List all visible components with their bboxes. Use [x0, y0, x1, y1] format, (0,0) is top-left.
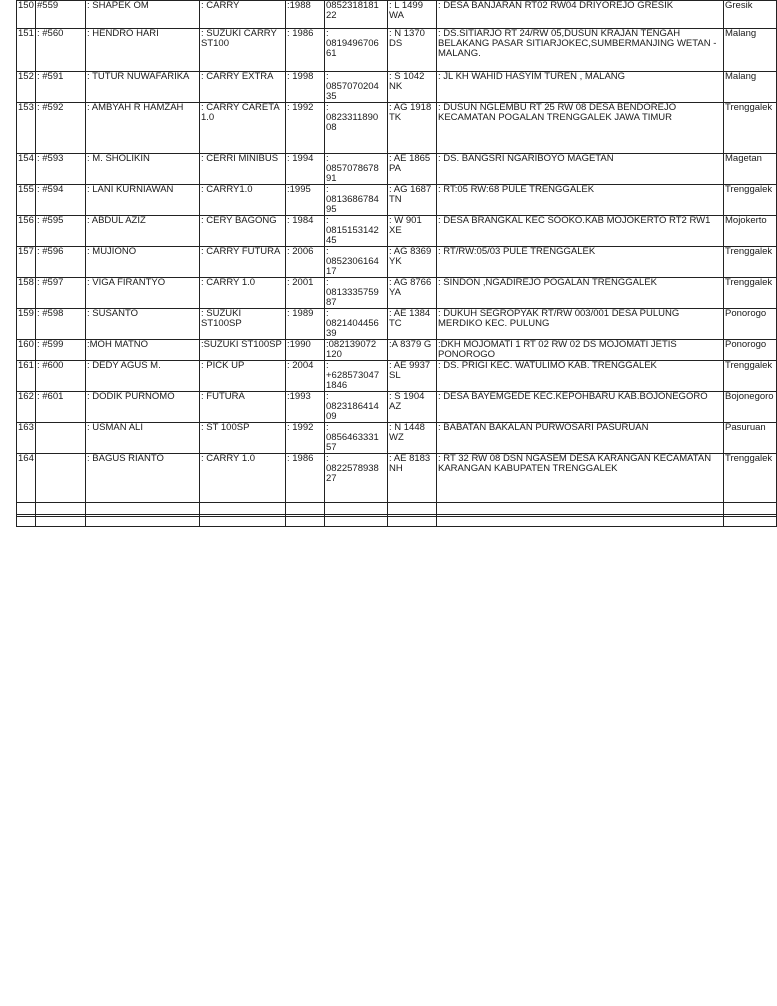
city-cell[interactable]: Pasuruan	[724, 423, 777, 454]
record-id-cell[interactable]	[36, 454, 86, 503]
vehicle-type-cell[interactable]: : CARRY EXTRA	[200, 72, 286, 103]
city-cell[interactable]: Magetan	[724, 154, 777, 185]
table-cell[interactable]	[286, 515, 325, 527]
license-plate-cell[interactable]: : AE 1865 PA	[388, 154, 437, 185]
vehicle-type-cell[interactable]: : ST 100SP	[200, 423, 286, 454]
spreadsheet-sheet	[16, 0, 776, 517]
vehicle-type-cell[interactable]: : CERY BAGONG	[200, 216, 286, 247]
record-id-cell[interactable]: : #601	[36, 392, 86, 423]
vehicle-year-cell[interactable]: : 1992	[286, 423, 325, 454]
vehicle-year-cell[interactable]: :1995	[286, 185, 325, 216]
license-plate-cell[interactable]: : S 1904 AZ	[388, 392, 437, 423]
table-row	[17, 216, 777, 247]
phone-number-cell[interactable]: : 0819496706 61	[325, 29, 388, 72]
address-cell[interactable]: : DS. BANGSRI NGARIBOYO MAGETAN	[437, 154, 724, 185]
table-row	[17, 309, 777, 340]
vehicle-type-cell[interactable]: : FUTURA	[200, 392, 286, 423]
table-row	[17, 454, 777, 503]
city-cell[interactable]: Malang	[724, 29, 777, 72]
address-cell[interactable]: : RT/RW:05/03 PULE TRENGGALEK	[437, 247, 724, 278]
row-number-cell[interactable]: 152	[17, 72, 36, 103]
table-cell[interactable]	[86, 515, 200, 527]
table-row	[17, 392, 777, 423]
vehicle-type-cell[interactable]: : CARRY FUTURA	[200, 247, 286, 278]
record-id-cell[interactable]: #559	[36, 1, 86, 29]
phone-number-cell[interactable]: : 0813335759 87	[325, 278, 388, 309]
city-cell[interactable]: Malang	[724, 72, 777, 103]
row-number-cell[interactable]: 158	[17, 278, 36, 309]
table-row	[17, 278, 777, 309]
owner-name-cell[interactable]: : HENDRO HARI	[86, 29, 200, 72]
vehicle-year-cell[interactable]: : 1989	[286, 309, 325, 340]
row-number-cell[interactable]: 161	[17, 361, 36, 392]
license-plate-cell[interactable]: : AE 8183 NH	[388, 454, 437, 503]
owner-name-cell[interactable]: : VIGA FIRANTYO	[86, 278, 200, 309]
vehicle-type-cell[interactable]: : CARRY CARETA 1.0	[200, 103, 286, 154]
phone-number-cell[interactable]: : +628573047 1846	[325, 361, 388, 392]
vehicle-type-cell[interactable]: : CARRY 1.0	[200, 278, 286, 309]
table-body	[17, 1, 777, 503]
phone-number-cell[interactable]: : 0813686784 95	[325, 185, 388, 216]
vehicle-type-cell[interactable]: : CARRY	[200, 1, 286, 29]
record-id-cell[interactable]: : #595	[36, 216, 86, 247]
table-row	[17, 1, 777, 29]
owner-name-cell[interactable]: : DEDY AGUS M.	[86, 361, 200, 392]
data-table	[16, 0, 777, 517]
phone-number-cell[interactable]: : 0823186414 09	[325, 392, 388, 423]
vehicle-year-cell[interactable]: : 1986	[286, 454, 325, 503]
table-cell[interactable]	[36, 515, 86, 527]
row-number-cell[interactable]: 162	[17, 392, 36, 423]
city-cell[interactable]: Trenggalek	[724, 454, 777, 503]
owner-name-cell[interactable]: : USMAN ALI	[86, 423, 200, 454]
city-cell[interactable]: Bojonegoro	[724, 392, 777, 423]
city-cell[interactable]: Mojokerto	[724, 216, 777, 247]
record-id-cell[interactable]: : #600	[36, 361, 86, 392]
row-number-cell[interactable]: 156	[17, 216, 36, 247]
owner-name-cell[interactable]: : MUJIONO	[86, 247, 200, 278]
owner-name-cell[interactable]: : AMBYAH R HAMZAH	[86, 103, 200, 154]
address-cell[interactable]: : DUKUH SEGROPYAK RT/RW 003/001 DESA PULUNG MERDIKO KEC. PULUNG	[437, 309, 724, 340]
table-cell[interactable]	[200, 515, 286, 527]
row-number-cell[interactable]: 155	[17, 185, 36, 216]
phone-number-cell[interactable]: : 0822578938 27	[325, 454, 388, 503]
row-number-cell[interactable]: 157	[17, 247, 36, 278]
table-cell[interactable]	[437, 515, 724, 527]
vehicle-year-cell[interactable]: :1988	[286, 1, 325, 29]
vehicle-year-cell[interactable]: : 2004	[286, 361, 325, 392]
row-number-cell[interactable]: 159	[17, 309, 36, 340]
owner-name-cell[interactable]: : TUTUR NUWAFARIKA	[86, 72, 200, 103]
license-plate-cell[interactable]: : AG 8766 YA	[388, 278, 437, 309]
address-cell[interactable]: : DUSUN NGLEMBU RT 25 RW 08 DESA BENDOREJO KECAMATAN POGALAN TRENGGALEK JAWA TIMUR	[437, 103, 724, 154]
license-plate-cell[interactable]: : AG 1687 TN	[388, 185, 437, 216]
record-id-cell[interactable]: : #560	[36, 29, 86, 72]
record-id-cell[interactable]: : #592	[36, 103, 86, 154]
vehicle-type-cell[interactable]: : SUZUKI ST100SP	[200, 309, 286, 340]
address-cell[interactable]: : DS.SITIARJO RT 24/RW 05,DUSUN KRAJAN TENGAH BELAKANG PASAR SITIARJOKEC,SUMBERMANJING WETAN - MALANG.	[437, 29, 724, 72]
owner-name-cell[interactable]: : SHAPEK OM	[86, 1, 200, 29]
phone-number-cell[interactable]: : 0852306164 17	[325, 247, 388, 278]
table-row	[17, 185, 777, 216]
license-plate-cell[interactable]: :A 8379 G	[388, 340, 437, 361]
table-row	[17, 423, 777, 454]
city-cell[interactable]: Trenggalek	[724, 247, 777, 278]
vehicle-year-cell[interactable]: : 2001	[286, 278, 325, 309]
license-plate-cell[interactable]: : AE 9937 SL	[388, 361, 437, 392]
owner-name-cell[interactable]: : M. SHOLIKIN	[86, 154, 200, 185]
phone-number-cell[interactable]: : 0815153142 45	[325, 216, 388, 247]
owner-name-cell[interactable]: : ABDUL AZIZ	[86, 216, 200, 247]
record-id-cell[interactable]: : #598	[36, 309, 86, 340]
address-cell[interactable]: : RT:05 RW:68 PULE TRENGGALEK	[437, 185, 724, 216]
vehicle-year-cell[interactable]: : 2006	[286, 247, 325, 278]
address-cell[interactable]: : DESA BANJARAN RT02 RW04 DRIYOREJO GRESIK	[437, 1, 724, 29]
address-cell[interactable]: :DKH MOJOMATI 1 RT 02 RW 02 DS MOJOMATI JETIS PONOROGO	[437, 340, 724, 361]
row-number-cell[interactable]: 163	[17, 423, 36, 454]
table-row	[17, 103, 777, 154]
table-cell[interactable]	[724, 515, 777, 527]
owner-name-cell[interactable]: : DODIK PURNOMO	[86, 392, 200, 423]
city-cell[interactable]: Ponorogo	[724, 309, 777, 340]
table-row-empty	[17, 515, 777, 527]
license-plate-cell[interactable]: : AG 8369 YK	[388, 247, 437, 278]
record-id-cell[interactable]: : #599	[36, 340, 86, 361]
record-id-cell[interactable]: : #594	[36, 185, 86, 216]
owner-name-cell[interactable]: :MOH MATNO	[86, 340, 200, 361]
row-number-cell[interactable]: 154	[17, 154, 36, 185]
phone-number-cell[interactable]: : 0857078678 91	[325, 154, 388, 185]
address-cell[interactable]: : DS. PRIGI KEC. WATULIMO KAB. TRENGGALEK	[437, 361, 724, 392]
license-plate-cell[interactable]: : AE 1384 TC	[388, 309, 437, 340]
table-row	[17, 72, 777, 103]
row-number-cell[interactable]: 153	[17, 103, 36, 154]
vehicle-type-cell[interactable]: : CERRI MINIBUS	[200, 154, 286, 185]
city-cell[interactable]: Trenggalek	[724, 185, 777, 216]
table-row	[17, 340, 777, 361]
row-number-cell[interactable]: 164	[17, 454, 36, 503]
record-id-cell[interactable]: : #596	[36, 247, 86, 278]
table-cell[interactable]	[388, 515, 437, 527]
license-plate-cell[interactable]: : N 1370 DS	[388, 29, 437, 72]
table-row	[17, 29, 777, 72]
vehicle-type-cell[interactable]: : PICK UP	[200, 361, 286, 392]
vehicle-type-cell[interactable]: : SUZUKI CARRY ST100	[200, 29, 286, 72]
table-cell[interactable]	[325, 515, 388, 527]
vehicle-year-cell[interactable]: : 1992	[286, 103, 325, 154]
city-cell[interactable]: Trenggalek	[724, 361, 777, 392]
license-plate-cell[interactable]: : AG 1918 TK	[388, 103, 437, 154]
vehicle-year-cell[interactable]: :1990	[286, 340, 325, 361]
license-plate-cell[interactable]: : L 1499 WA	[388, 1, 437, 29]
address-cell[interactable]: : DESA BAYEMGEDE KEC.KEPOHBARU KAB.BOJONEGORO	[437, 392, 724, 423]
owner-name-cell[interactable]: : LANI KURNIAWAN	[86, 185, 200, 216]
license-plate-cell[interactable]: : N 1448 WZ	[388, 423, 437, 454]
address-cell[interactable]: : RT 32 RW 08 DSN NGASEM DESA KARANGAN KECAMATAN KARANGAN KABUPATEN TRENGGALEK	[437, 454, 724, 503]
vehicle-year-cell[interactable]: : 1998	[286, 72, 325, 103]
phone-number-cell[interactable]: : 0856463331 57	[325, 423, 388, 454]
city-cell[interactable]: Ponorogo	[724, 340, 777, 361]
address-cell[interactable]: : BABATAN BAKALAN PURWOSARI PASURUAN	[437, 423, 724, 454]
address-cell[interactable]: : SINDON ,NGADIREJO POGALAN TRENGGALEK	[437, 278, 724, 309]
vehicle-type-cell[interactable]: : CARRY1.0	[200, 185, 286, 216]
phone-number-cell[interactable]: 0852318181 22	[325, 1, 388, 29]
vehicle-year-cell[interactable]: :1993	[286, 392, 325, 423]
phone-number-cell[interactable]: : 0823311890 08	[325, 103, 388, 154]
city-cell[interactable]: Trenggalek	[724, 278, 777, 309]
table-cell[interactable]	[17, 515, 36, 527]
license-plate-cell[interactable]: : W 901 XE	[388, 216, 437, 247]
blank-table	[16, 514, 777, 527]
record-id-cell[interactable]: : #591	[36, 72, 86, 103]
phone-number-cell[interactable]: : 0821404456 39	[325, 309, 388, 340]
vehicle-type-cell[interactable]: : CARRY 1.0	[200, 454, 286, 503]
vehicle-type-cell[interactable]: :SUZUKI ST100SP	[200, 340, 286, 361]
phone-number-cell[interactable]: : 0857070204 35	[325, 72, 388, 103]
address-cell[interactable]: : JL KH WAHID HASYIM TUREN , MALANG	[437, 72, 724, 103]
record-id-cell[interactable]	[36, 423, 86, 454]
vehicle-year-cell[interactable]: : 1984	[286, 216, 325, 247]
city-cell[interactable]: Trenggalek	[724, 103, 777, 154]
owner-name-cell[interactable]: : SUSANTO	[86, 309, 200, 340]
record-id-cell[interactable]: : #597	[36, 278, 86, 309]
license-plate-cell[interactable]: : S 1042 NK	[388, 72, 437, 103]
owner-name-cell[interactable]: : BAGUS RIANTO	[86, 454, 200, 503]
table-row	[17, 154, 777, 185]
table-row	[17, 361, 777, 392]
row-number-cell[interactable]: 150	[17, 1, 36, 29]
row-number-cell[interactable]: 160	[17, 340, 36, 361]
row-number-cell[interactable]: 151	[17, 29, 36, 72]
record-id-cell[interactable]: : #593	[36, 154, 86, 185]
phone-number-cell[interactable]: :082139072 120	[325, 340, 388, 361]
table-row	[17, 247, 777, 278]
vehicle-year-cell[interactable]: : 1986	[286, 29, 325, 72]
address-cell[interactable]: : DESA BRANGKAL KEC SOOKO.KAB MOJOKERTO RT2 RW1	[437, 216, 724, 247]
vehicle-year-cell[interactable]: : 1994	[286, 154, 325, 185]
city-cell[interactable]: Gresik	[724, 1, 777, 29]
